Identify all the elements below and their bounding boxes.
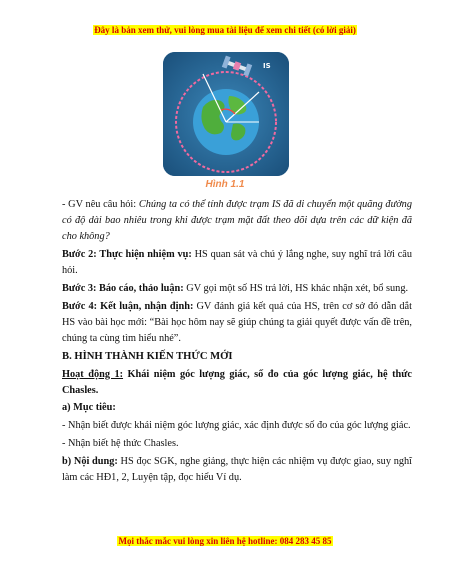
station-label: IS: [263, 62, 271, 70]
preview-banner-text: Đây là bản xem thử, vui lòng mua tài liệu để xem chi tiết (có lời giải): [94, 25, 356, 35]
earth-orbit-illustration: [163, 52, 289, 176]
step-2-text: HS quan sát và chú ý lắng nghe, suy nghĩ trả lời câu hỏi.: [62, 249, 413, 277]
preview-banner: [0, 24, 450, 36]
hotline-banner: [0, 535, 450, 547]
step-3-label: Bước 3: Báo cáo, thảo luận:: [62, 283, 184, 295]
p1-prefix: - GV nêu câu hỏi:: [62, 199, 139, 210]
content-text: HS đọc SGK, nghe giảng, thực hiện các nhiệm vụ được giao, suy nghĩ làm các HĐ1, 2, Luyện tập, đọc hiểu Ví dụ.: [62, 455, 412, 483]
paragraph-step-2: [62, 247, 412, 279]
content-label: b) Nội dung:: [62, 455, 118, 467]
earth-orbit-figure: [163, 52, 289, 176]
activity-1-heading: [62, 367, 412, 399]
activity-1-label: Hoạt động 1:: [62, 368, 124, 380]
paragraph-step-3: [62, 281, 412, 297]
step-4-label: Bước 4: Kết luận, nhận định:: [62, 300, 194, 312]
figure-caption: Hình 1.1: [205, 179, 245, 190]
step-4-text: GV đánh giá kết quả của HS, trên cơ sở đó dẫn dắt HS vào bài học mới: “Bài học hôm nay sẽ giúp chúng ta giải quyết được vấn đề trên, chúng ta cùng tìm hiểu nhé”.: [62, 300, 412, 345]
section-heading-b: B. HÌNH THÀNH KIẾN THỨC MỚI: [62, 350, 233, 362]
paragraph-content: [62, 454, 412, 486]
p1-question: Chúng ta có thể tính được trạm IS đã di chuyển một quãng đường có độ dài bao nhiêu trong khi được trạm mặt đất theo dõi dựa trên các dữ kiện đã cho không?: [62, 199, 412, 243]
hotline-banner-text: Mọi thắc mắc vui lòng xin liên hệ hotline: 084 283 45 85: [118, 536, 332, 546]
step-3-text: GV gọi một số HS trả lời, HS khác nhận xét, bổ sung.: [183, 283, 409, 295]
objective-2: - Nhận biết hệ thức Chasles.: [62, 437, 179, 449]
paragraph-step-4: [62, 299, 412, 348]
paragraph-teacher-question: [62, 197, 412, 246]
document-body: [62, 197, 412, 487]
objectives-heading: a) Mục tiêu:: [62, 402, 116, 414]
step-2-label: Bước 2: Thực hiện nhiệm vụ:: [62, 249, 192, 261]
activity-1-title: Khái niệm góc lượng giác, số đo của góc lượng giác, hệ thức Chasles.: [62, 368, 412, 396]
objective-1: - Nhận biết được khái niệm góc lượng giác, xác định được số đo của góc lượng giác.: [62, 420, 411, 432]
